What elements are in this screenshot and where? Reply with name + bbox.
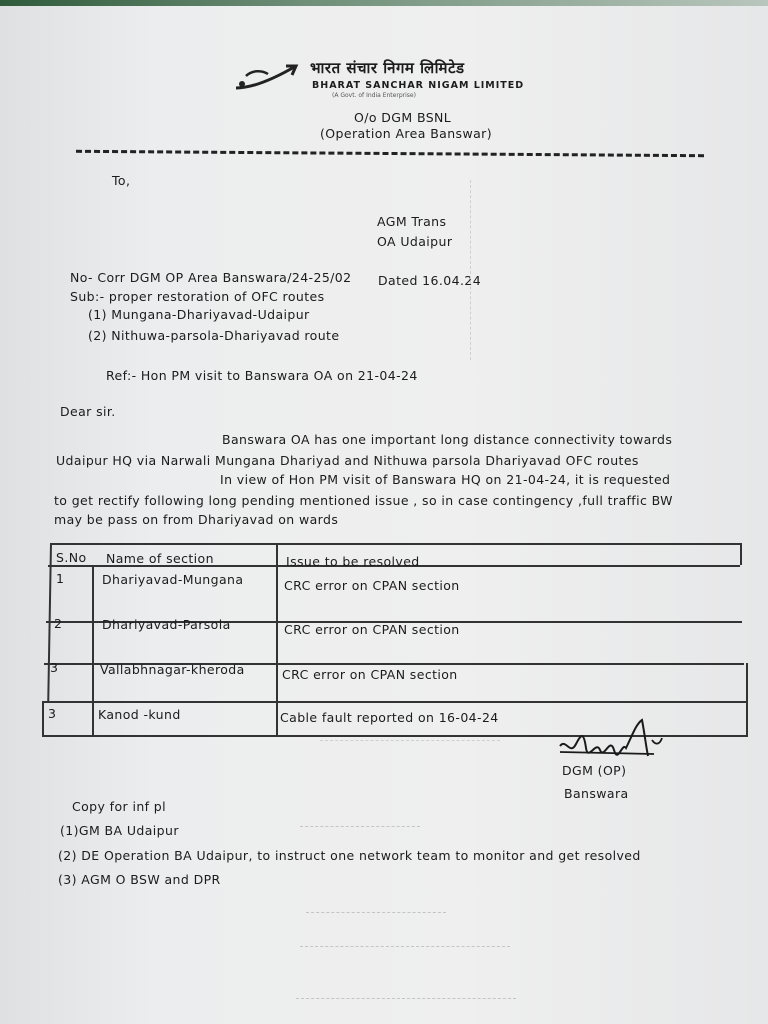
copy-item-2: (2) DE Operation BA Udaipur, to instruct one network team to monitor and get resolved [58, 848, 641, 863]
table-row-section: Dhariyavad-Parsola [102, 617, 231, 632]
header-sno: S.No [56, 550, 87, 565]
table-rule [92, 565, 94, 735]
table-row-issue: CRC error on CPAN section [284, 622, 460, 637]
body-line-5: may be pass on from Dhariyavad on wards [54, 512, 339, 527]
table-row-sno: 2 [54, 616, 63, 631]
table-rule [42, 701, 746, 703]
faint-mark [300, 826, 420, 827]
signatory-place: Banswara [564, 786, 629, 801]
recipient-name: AGM Trans [377, 214, 447, 229]
table-rule [276, 543, 278, 735]
table-row-section: Dhariyavad-Mungana [102, 572, 244, 587]
org-name-hindi: भारत संचार निगम लिमिटेड [310, 59, 465, 77]
header-issue: Issue to be resolved [286, 554, 420, 569]
to-label: To, [112, 173, 131, 188]
header-section: Name of section [106, 551, 214, 566]
copy-heading: Copy for inf pl [72, 799, 167, 814]
letter-date: Dated 16.04.24 [378, 273, 482, 288]
org-name-english: BHARAT SANCHAR NIGAM LIMITED [312, 80, 525, 91]
faint-mark [296, 998, 516, 999]
body-line-4: to get rectify following long pending mentioned issue , so in case contingency ,full traffic BW [54, 493, 673, 508]
route-1: (1) Mungana-Dhariyavad-Udaipur [88, 307, 310, 322]
table-rule [746, 663, 748, 735]
bsnl-logo-icon [232, 62, 300, 94]
table-row-sno: 3 [48, 706, 57, 721]
subject-line: Sub:- proper restoration of OFC routes [70, 289, 325, 304]
table-row-issue: CRC error on CPAN section [284, 578, 460, 593]
route-2: (2) Nithuwa-parsola-Dhariyavad route [88, 328, 340, 343]
faint-mark [470, 180, 472, 360]
office-title: O/o DGM BSNL [354, 110, 452, 125]
sections-table [42, 543, 748, 743]
table-row-sno: 3 [50, 660, 59, 675]
office-area: (Operation Area Banswar) [320, 126, 492, 141]
table-rule [47, 543, 51, 703]
body-line-3: In view of Hon PM visit of Banswara HQ on 21-04-24, it is requested [220, 472, 671, 487]
copy-item-3: (3) AGM O BSW and DPR [58, 872, 221, 887]
reference-line: Ref:- Hon PM visit to Banswara OA on 21-04-24 [106, 368, 418, 383]
table-row-section: Kanod -kund [98, 707, 181, 722]
letter-number: No- Corr DGM OP Area Banswara/24-25/02 [70, 270, 352, 285]
table-rule [50, 543, 740, 545]
faint-mark [300, 946, 510, 947]
org-tagline: (A Govt. of India Enterprise) [332, 92, 416, 99]
table-row-issue: Cable fault reported on 16-04-24 [280, 710, 499, 725]
table-rule [42, 701, 44, 735]
copy-item-1: (1)GM BA Udaipur [60, 823, 179, 838]
faint-mark [306, 912, 446, 913]
table-row-issue: CRC error on CPAN section [282, 667, 458, 682]
salutation: Dear sir. [60, 404, 116, 419]
table-row-sno: 1 [56, 571, 65, 586]
body-line-2: Udaipur HQ via Narwali Mungana Dhariyad and Nithuwa parsola Dhariyavad OFC routes [56, 453, 639, 468]
table-row-section: Vallabhnagar-kheroda [100, 662, 245, 677]
signature-icon [556, 716, 664, 768]
faint-mark [320, 740, 500, 741]
body-line-1: Banswara OA has one important long distance connectivity towards [222, 432, 673, 447]
signatory-designation: DGM (OP) [562, 763, 627, 778]
table-rule [740, 543, 742, 565]
recipient-location: OA Udaipur [377, 234, 453, 249]
